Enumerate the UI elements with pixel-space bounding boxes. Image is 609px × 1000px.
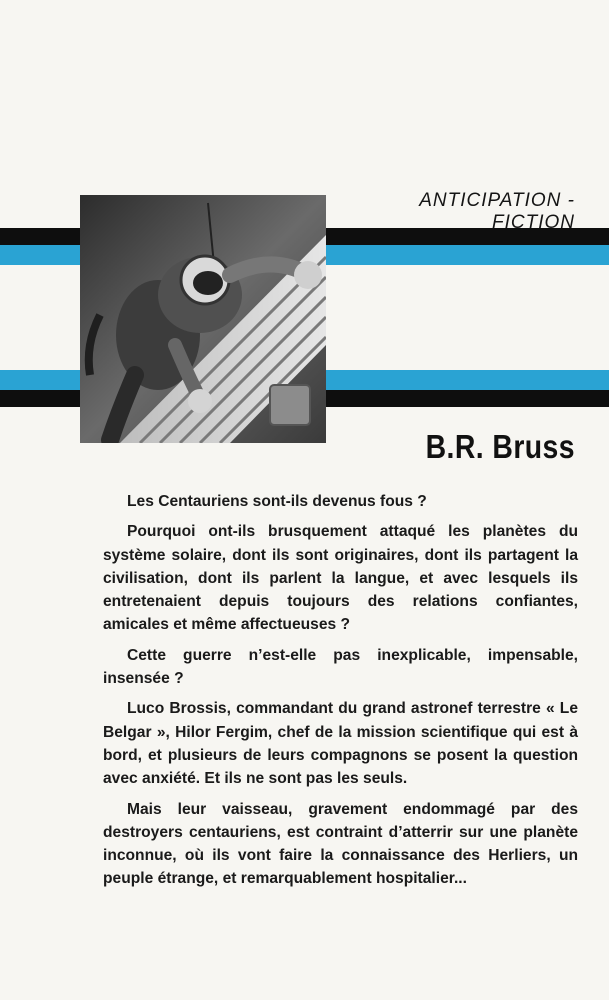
cover-illustration — [80, 195, 326, 443]
blurb-text — [103, 490, 578, 898]
author-name: B.R. Bruss — [425, 428, 575, 465]
astronaut-illustration — [80, 195, 326, 443]
blurb-paragraph: Mais leur vaisseau, gravement endommagé par des destroyers centauriens, est contraint d’atterrir sur une planète inconnue, où ils vont faire la connaissance des Herliers, un peuple étrange, et remarquablement hospitalier... — [103, 800, 578, 888]
blurb-paragraph: Luco Brossis, commandant du grand astronef terrestre « Le Belgar », Hilor Fergim, chef de la mission scientifique qui est à bord, et plusieurs de leurs compagnons se posent la question avec anxiété. Et ils ne sont pas les seuls. — [103, 700, 578, 788]
blurb-paragraph: Pourquoi ont-ils brusquement attaqué les planètes du système solaire, dont ils sont originaires, dont ils partagent la civilisation, dont ils parlent la langue, et avec lesquels ils entretenaient depuis toujours des relations confiantes, amicales et même affectueuses ? — [103, 523, 578, 634]
blurb-paragraph: Cette guerre n’est-elle pas inexplicable, impensable, insensée ? — [103, 646, 578, 688]
series-title: ANTICIPATION - FICTION — [419, 190, 575, 233]
blurb-paragraph: Les Centauriens sont-ils devenus fous ? — [127, 493, 427, 510]
